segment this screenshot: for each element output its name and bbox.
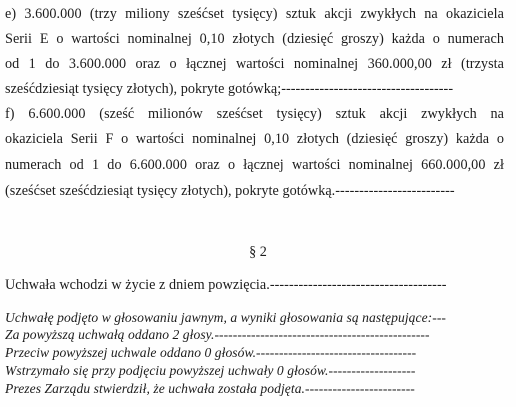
paragraph-f-line-3: numerach od 1 do 6.600.000 oraz o łącznej wartości nominalnej 660.000,00 zł xyxy=(5,157,504,173)
voting-line-3: Przeciw powyższej uchwale oddano 0 głosów.----------------------------------- xyxy=(5,345,417,360)
paragraph-e-line-3: od 1 do 3.600.000 oraz o łącznej wartości nominalnej 360.000,00 zł (trzysta xyxy=(5,56,504,72)
paragraph-e-line-2: Serii E o wartości nominalnej 0,10 złotych (dziesięć groszy) każda o numerach xyxy=(5,31,504,47)
section-heading: § 2 xyxy=(249,244,267,260)
voting-line-2: Za powyższą uchwałą oddano 2 głosy.----------------------------------------------- xyxy=(5,327,430,342)
paragraph-f-line-2: okaziciela Serii F o wartości nominalnej 0,10 złotych (dziesięć groszy) każda o xyxy=(5,131,504,147)
voting-line-4: Wstrzymało się przy podjęciu powyższej uchwały 0 głosów.------------------- xyxy=(5,363,416,378)
paragraph-e-line-1: e) 3.600.000 (trzy miliony sześćset tysięcy) sztuk akcji zwykłych na okaziciela xyxy=(5,6,504,22)
paragraph-f-line-1: f) 6.600.000 (sześć milionów sześćset tysięcy) sztuk akcji zwykłych na xyxy=(5,106,504,122)
resolution-effective-line: Uchwała wchodzi w życie z dniem powzięcia.------------------------------------- xyxy=(5,277,447,293)
voting-line-1: Uchwałę podjęto w głosowaniu jawnym, a wyniki głosowania są następujące:--- xyxy=(5,310,446,325)
paragraph-f-line-4: (sześćset sześćdziesiąt tysięcy złotych), pokryte gotówką.------------------------- xyxy=(5,183,455,199)
paragraph-e-line-4: sześćdziesiąt tysięcy złotych), pokryte gotówką;------------------------------------ xyxy=(5,81,454,97)
voting-line-5: Prezes Zarządu stwierdził, że uchwała została podjęta.------------------------ xyxy=(5,381,415,396)
